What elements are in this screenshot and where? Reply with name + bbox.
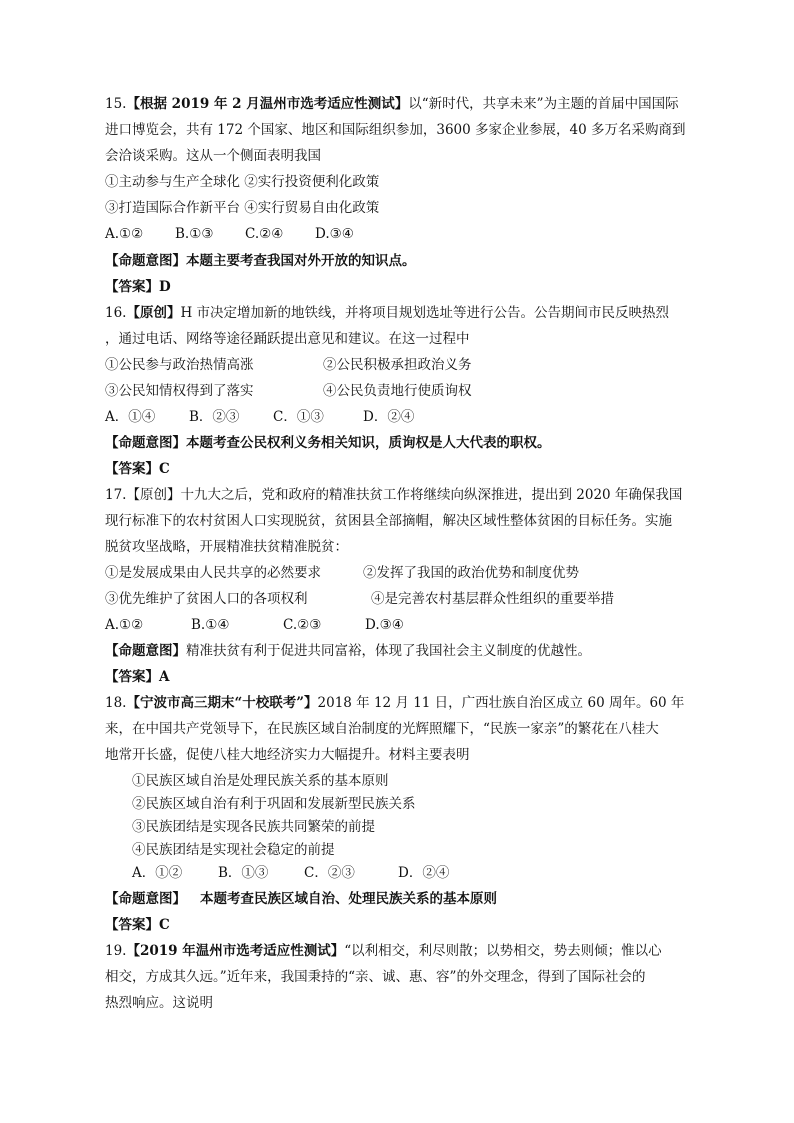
q16-stem-start: H 市决定增加新的地铁线，并将项目规划选址等进行公告。公告期间市民反映热烈 <box>180 305 670 321</box>
q17-answer-label: 【答案】 <box>105 669 159 685</box>
q17-answer-value: A <box>159 669 170 685</box>
q19-stem-start: “以利相交，利尽则散；以势相交，势去则倾；惟以心 <box>344 943 662 959</box>
q18-option-a: A．①② <box>132 865 183 881</box>
q19-line3: 热烈响应。这说明 <box>105 995 213 1011</box>
q17-option-d: D.③④ <box>365 617 404 633</box>
q18-option-c: C．②③ <box>304 865 355 881</box>
q18-intent-label: 【命题意图】 <box>105 891 186 907</box>
q18-option-d: D．②④ <box>398 865 450 881</box>
q15-answer-label: 【答案】 <box>105 279 159 295</box>
q19-line2: 相交，方成其久远。”近年来，我国秉持的“亲、诚、惠、容”的外交理念，得到了国际社会的 <box>105 969 646 985</box>
q17-stem-start: 十九大之后，党和政府的精准扶贫工作将继续向纵深推进，提出到 2020 年确保我国 <box>180 487 683 503</box>
q17-option-b: B.①④ <box>191 617 230 633</box>
q16-answer-label: 【答案】 <box>105 461 159 477</box>
q18-statement-4: ④民族团结是实现社会稳定的前提 <box>132 842 335 858</box>
q16-answer-value: C <box>159 461 170 477</box>
q18-line3: 地常开长盛，促使八桂大地经济实力大幅提升。材料主要表明 <box>105 747 470 763</box>
q16-option-c: C．①③ <box>273 409 324 425</box>
q15-option-c: C.②④ <box>245 226 284 242</box>
q15-answer <box>105 278 171 296</box>
q18-intent-text: 本题考查民族区域自治、处理民族关系的基本原则 <box>200 891 497 907</box>
q17-option-c: C.②③ <box>283 617 322 633</box>
q16-option-b: B．②③ <box>189 409 240 425</box>
q15-statements-2: ③打造国际合作新平台 ④实行贸易自由化政策 <box>105 200 380 216</box>
q18-intent <box>105 890 497 908</box>
q17-line2: 现行标准下的农村贫困人口实现脱贫，贫困县全部摘帽，解决区域性整体贫困的目标任务。实施 <box>105 513 672 529</box>
q16-statement-3: ③公民知情权得到了落实 <box>105 383 254 399</box>
q19-source: 【2019 年温州市选考适应性测试】 <box>126 943 345 959</box>
q15-intent <box>105 252 416 270</box>
q15-answer-value: D <box>159 279 171 295</box>
q18-answer-label: 【答案】 <box>105 917 159 933</box>
q18-source: 【宁波市高三期末“十校联考”】 <box>126 695 318 711</box>
q16-statement-4: ④公民负责地行使质询权 <box>323 383 472 399</box>
q16-line2: ，通过电话、网络等途径踊跃提出意见和建议。在这一过程中 <box>105 331 470 347</box>
q16-intent <box>105 434 551 452</box>
q17-statement-4: ④是完善农村基层群众性组织的重要举措 <box>371 591 614 607</box>
q18-number: 18. <box>105 695 127 711</box>
q15-intent-text: 本题主要考查我国对外开放的知识点。 <box>186 253 416 269</box>
q18-option-b: B．①③ <box>218 865 269 881</box>
q18-statement-3: ③民族团结是实现各民族共同繁荣的前提 <box>132 819 375 835</box>
q17-number: 17. <box>105 487 127 503</box>
q16-intent-text: 本题考查公民权利义务相关知识，质询权是人大代表的职权。 <box>186 435 551 451</box>
q16-option-d: D．②④ <box>363 409 415 425</box>
q18-stem-start: 2018 年 12 月 11 日，广西壮族自治区成立 60 周年。60 年 <box>317 695 685 711</box>
q18-line1 <box>105 694 684 712</box>
q15-statements-1: ①主动参与生产全球化 ②实行投资便利化政策 <box>105 174 380 190</box>
q16-source: 【原创】 <box>126 305 181 321</box>
q15-option-d: D.③④ <box>315 226 354 242</box>
q15-line2: 进口博览会，共有 172 个国家、地区和国际组织参加，3600 多家企业参展，40 多万名采购商到 <box>105 122 686 138</box>
q17-statement-3: ③优先维护了贫困人口的各项权利 <box>105 591 308 607</box>
q17-intent-text: 精准扶贫有利于促进共同富裕，体现了我国社会主义制度的优越性。 <box>186 643 591 659</box>
q17-source: 【原创】 <box>126 487 181 503</box>
q15-intent-label: 【命题意图】 <box>105 253 186 269</box>
q17-answer <box>105 668 169 686</box>
q17-line3: 脱贫攻坚战略，开展精准扶贫精准脱贫： <box>105 539 348 555</box>
q18-line2: 来，在中国共产党领导下，在民族区域自治制度的光辉照耀下，“民族一家亲”的繁花在八桂大 <box>105 721 659 737</box>
q17-statement-1: ①是发展成果由人民共享的必然要求 <box>105 565 321 581</box>
q17-option-a: A.①② <box>105 617 144 633</box>
q17-statement-2: ②发挥了我国的政治优势和制度优势 <box>363 565 579 581</box>
q17-line1 <box>105 486 682 504</box>
q15-source: 【根据 2019 年 2 月温州市选考适应性测试】 <box>126 96 409 112</box>
q17-intent <box>105 642 591 660</box>
q16-option-a: A．①④ <box>105 409 156 425</box>
q15-line3: 会洽谈采购。这从一个侧面表明我国 <box>105 148 321 164</box>
q18-answer <box>105 916 170 934</box>
q16-line1 <box>105 304 669 322</box>
q15-line1 <box>105 95 679 113</box>
q19-number: 19. <box>105 943 127 959</box>
q16-intent-label: 【命题意图】 <box>105 435 186 451</box>
q16-statement-2: ②公民积极承担政治义务 <box>323 357 472 373</box>
q18-statement-2: ②民族区域自治有利于巩固和发展新型民族关系 <box>132 796 416 812</box>
q16-number: 16. <box>105 305 127 321</box>
q15-option-a: A.①② <box>105 226 144 242</box>
q16-answer <box>105 460 170 478</box>
q15-option-b: B.①③ <box>175 226 214 242</box>
q18-statement-1: ①民族区域自治是处理民族关系的基本原则 <box>132 773 389 789</box>
q17-intent-label: 【命题意图】 <box>105 643 186 659</box>
q19-line1 <box>105 942 662 960</box>
q18-answer-value: C <box>159 917 170 933</box>
q16-statement-1: ①公民参与政治热情高涨 <box>105 357 254 373</box>
q15-number: 15. <box>105 96 127 112</box>
q15-stem-start: 以“新时代，共享未来”为主题的首届中国国际 <box>408 96 679 112</box>
